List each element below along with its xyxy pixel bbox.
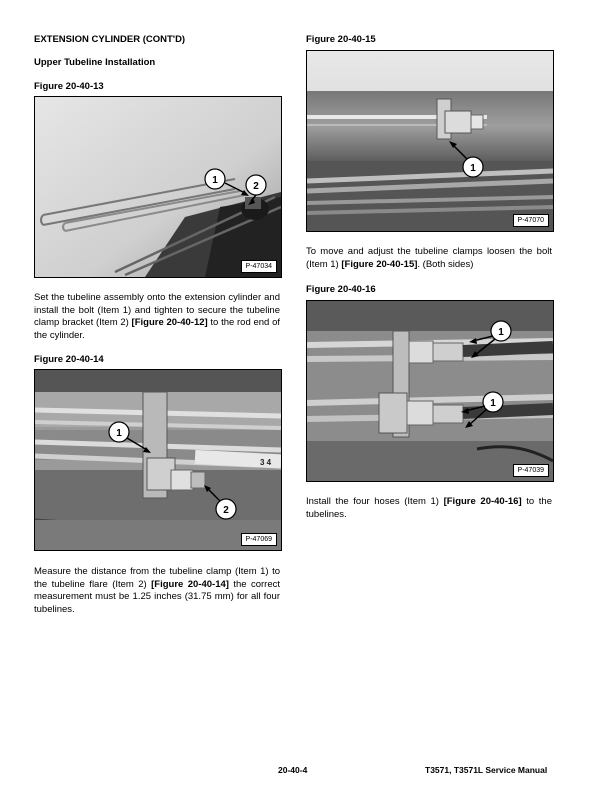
- fig13-callout-1: 1: [212, 175, 218, 186]
- figure-16-part-number: P-47039: [513, 464, 549, 477]
- instruction-paragraph-4: Install the four hoses (Item 1) [Figure 20-40-16] to the tubelines.: [306, 496, 552, 520]
- fig13-callout-2: 2: [253, 181, 259, 192]
- figure-13-part-number: P-47034: [241, 260, 277, 273]
- instruction-paragraph-1: Set the tubeline assembly onto the extension cylinder and install the bolt (Item 1) and tighten to secure the tubeline clamp bracket (Item 2) [Figure 20-40-12] to the rod end of the cylinder.: [34, 292, 280, 341]
- page-number: 20-40-4: [278, 765, 308, 775]
- figure-20-40-14-photo: [34, 369, 282, 551]
- figure-20-40-13-photo: [34, 96, 282, 278]
- figure-14-part-number: P-47069: [241, 533, 277, 546]
- manual-title: T3571, T3571L Service Manual: [425, 765, 548, 775]
- fig16-callout-1a: 1: [498, 327, 504, 338]
- figure-14-label: Figure 20-40-14: [34, 354, 104, 365]
- fig16-callout-1b: 1: [490, 398, 496, 409]
- figure-20-40-16-photo: [306, 300, 554, 482]
- fig14-callout-2: 2: [223, 505, 229, 516]
- figure-20-40-15-photo: [306, 50, 554, 232]
- figure-15-label: Figure 20-40-15: [306, 34, 376, 45]
- figure-13-label: Figure 20-40-13: [34, 81, 104, 92]
- figure-16-label: Figure 20-40-16: [306, 284, 376, 295]
- instruction-paragraph-2: Measure the distance from the tubeline clamp (Item 1) to the tubeline flare (Item 2) [Figure 20-40-14] the correct measurement must be 1.25 inches (31.75 mm) for all four tubelines.: [34, 566, 280, 615]
- subsection-title: Upper Tubeline Installation: [34, 57, 156, 68]
- ruler-marks: 3 4: [260, 458, 272, 467]
- section-title: EXTENSION CYLINDER (CONT'D): [34, 34, 186, 45]
- figure-15-part-number: P-47070: [513, 214, 549, 227]
- fig15-callout-1: 1: [470, 163, 476, 174]
- instruction-paragraph-3: To move and adjust the tubeline clamps loosen the bolt (Item 1) [Figure 20-40-15]. (Both sides): [306, 246, 552, 270]
- fig14-callout-1: 1: [116, 428, 122, 439]
